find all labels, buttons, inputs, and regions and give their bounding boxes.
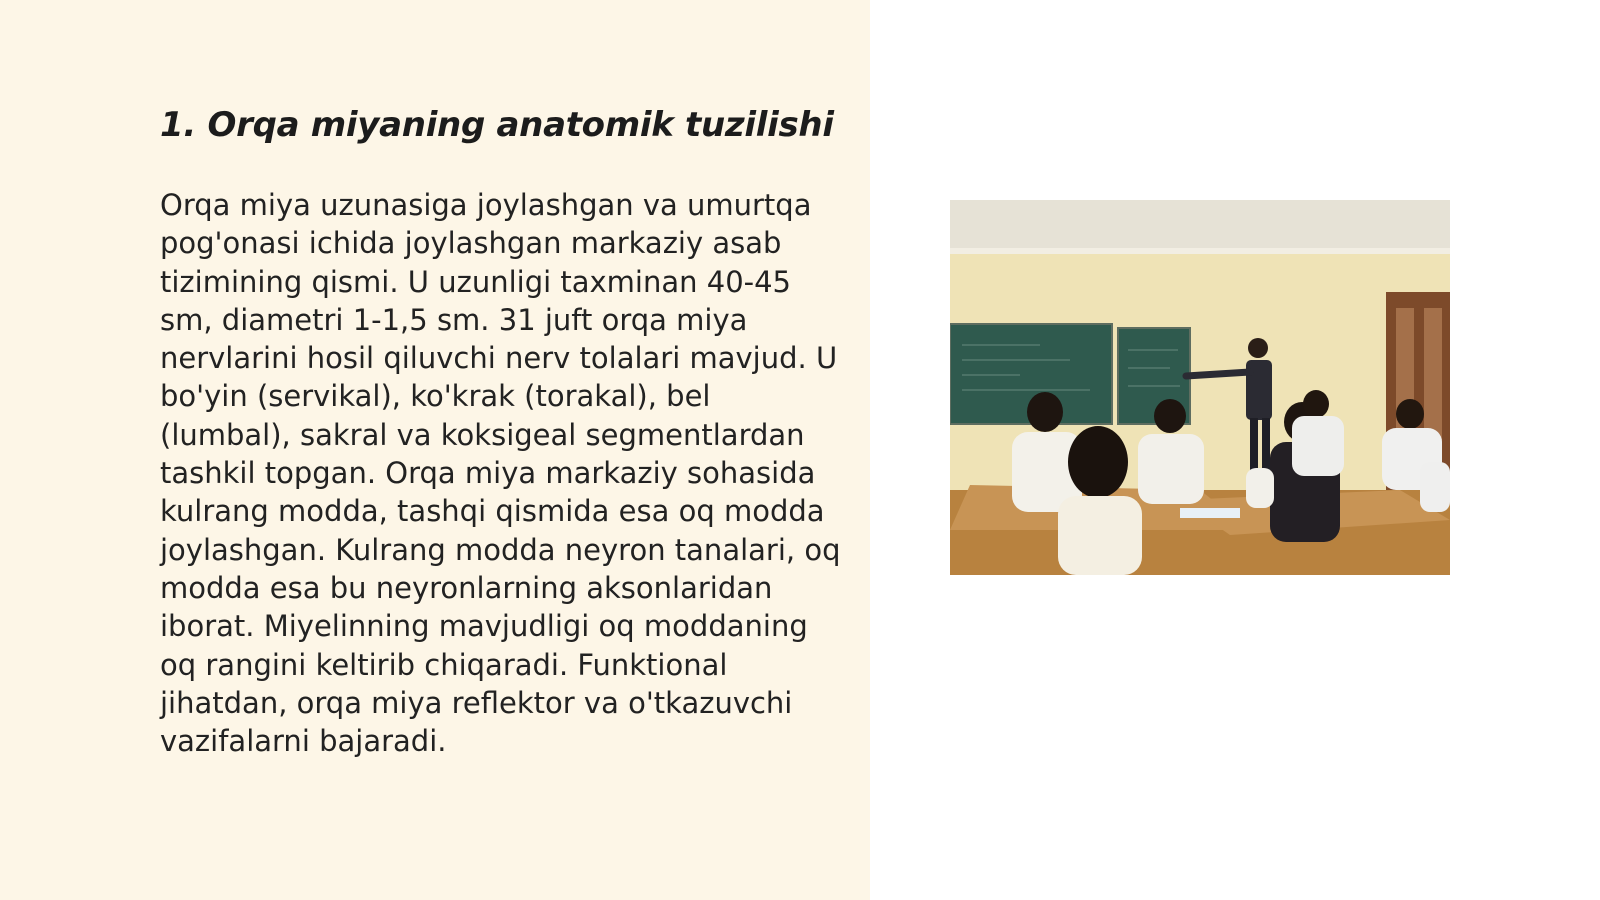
classroom-photo bbox=[950, 200, 1450, 575]
slide-title: 1. Orqa miyaning anatomik tuzilishi bbox=[160, 105, 834, 145]
slide-body-text: Orqa miya uzunasiga joylashgan va umurtqa pog'onasi ichida joylashgan markaziy asab tizimining qismi. U uzunligi taxminan 40-45 sm, diametri 1-1,5 sm. 31 juft orqa miya nervlarini hosil qiluvchi nerv tolalari mavjud. U bo'yin (servikal), ko'krak (torakal), bel (lumbal), sakral va koksigeal segmentlardan tashkil topgan. Orqa miya markaziy sohasida kulrang modda, tashqi qismida esa oq modda joylashgan. Kulrang modda neyron tanalari, oq modda esa bu neyronlarning aksonlaridan iborat. Miyelinning mavjudligi oq moddaning oq rangini keltirib chiqaradi. Funktional jihatdan, orqa miya reflektor va o'tkazuvchi vazifalarni bajaradi. bbox=[160, 188, 841, 759]
